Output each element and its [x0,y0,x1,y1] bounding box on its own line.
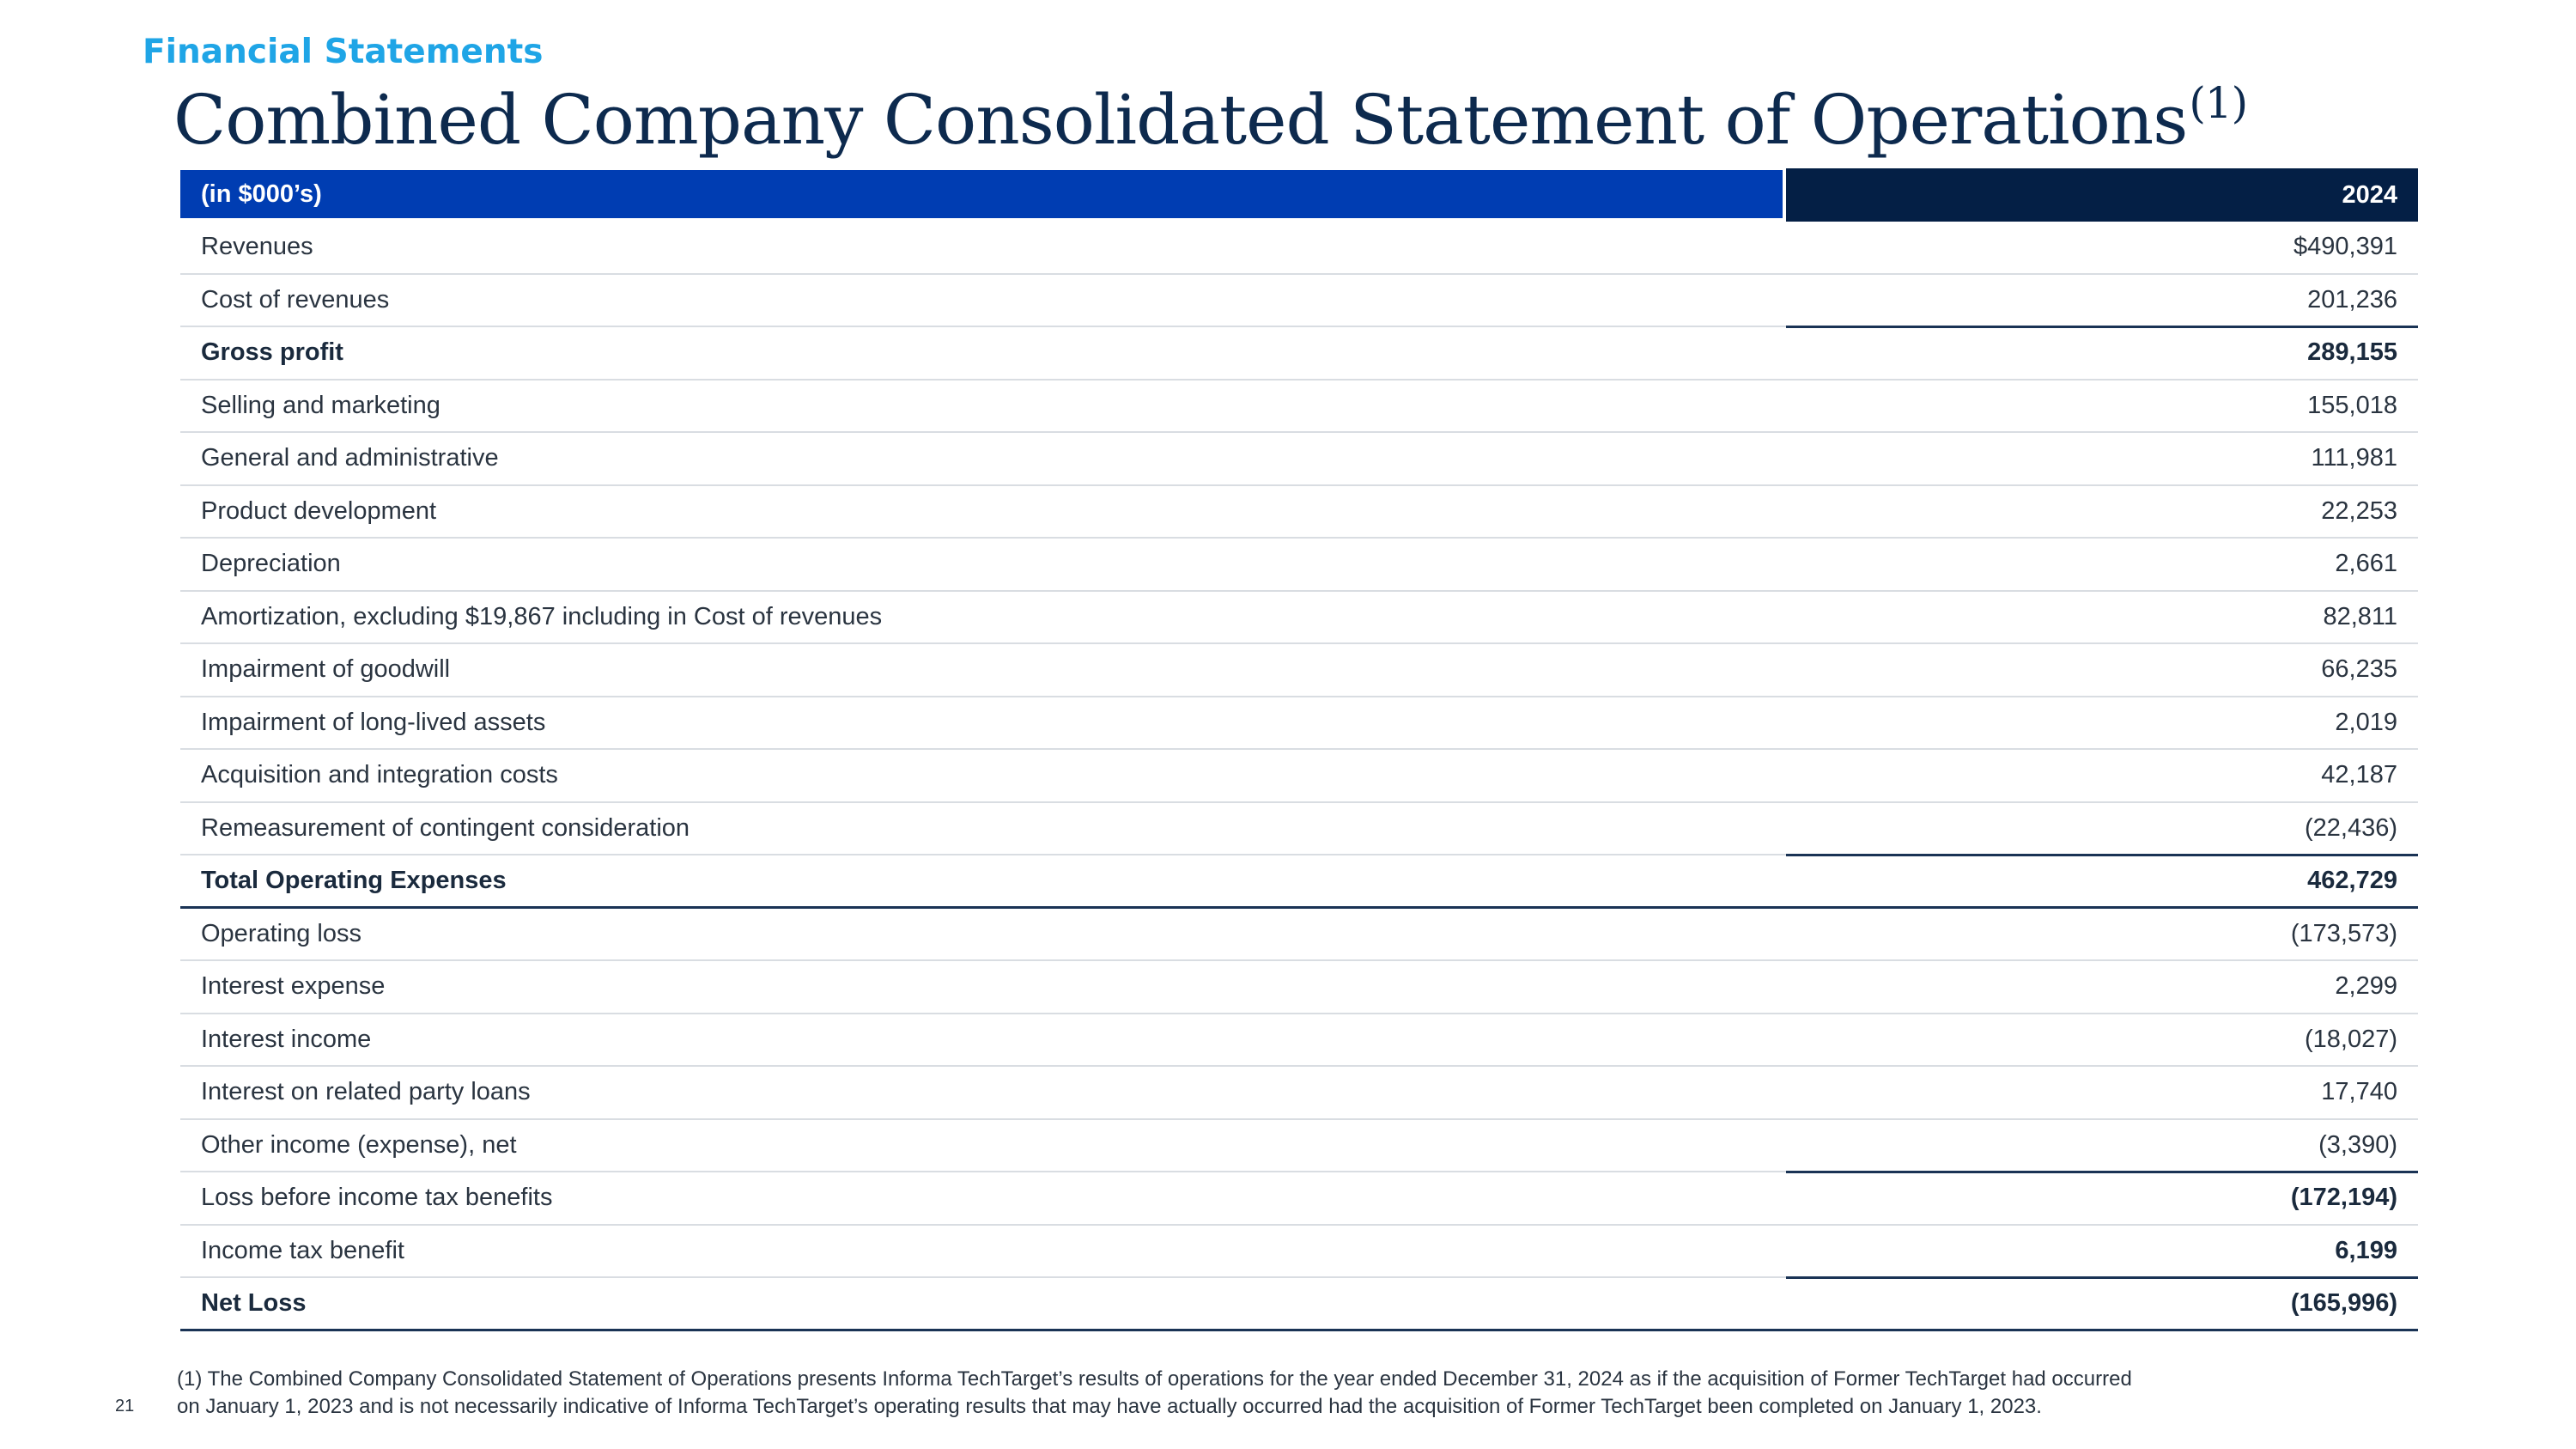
table-row-amortization [180,592,2418,645]
footnote-line-1: (1) The Combined Company Consolidated Statement of Operations presents Informa TechTarget’s results of operations for the year ended December 31, 2024 as if the acquisition of Former TechTarget had occurred [177,1367,2132,1391]
row-label: Interest income [201,1025,372,1053]
row-label: Selling and marketing [201,391,440,419]
table-row-interest-expense [180,961,2418,1014]
page-title [173,79,2247,160]
table-row-impairment-goodwill [180,644,2418,697]
row-label: Impairment of long-lived assets [201,708,546,736]
row-value: 42,187 [2321,761,2397,788]
row-value: 2,661 [2335,550,2397,577]
row-value: 111,981 [2311,444,2397,472]
row-label: Revenues [201,233,313,260]
row-label: Total Operating Expenses [201,867,507,894]
row-label: Interest expense [201,972,386,1000]
row-value: (22,436) [2304,813,2397,842]
row-value: (18,027) [2304,1025,2397,1053]
row-label: Cost of revenues [201,285,390,314]
row-value: 17,740 [2321,1078,2397,1105]
table-row-income-tax-benefit [180,1226,2418,1279]
table-row-other-income-expense [180,1120,2418,1173]
row-value: 2,299 [2335,972,2397,1000]
row-value: (165,996) [2290,1289,2397,1317]
table-row-total-operating-expenses [180,855,2418,909]
table-row-loss-before-tax [180,1172,2418,1226]
footnote [177,1366,2427,1421]
page-title-text: Combined Company Consolidated Statement of Operations [173,80,2188,160]
footnote-line-2: on January 1, 2023 and is not necessarily indicative of Informa TechTarget’s operating results that may have actually occurred had the acquisition of Former TechTarget been completed on January 1, 2023. [177,1395,2042,1418]
table-row-interest-income [180,1014,2418,1068]
row-value: 66,235 [2321,655,2397,683]
row-label: Operating loss [201,919,361,947]
table-row-acquisition-integration [180,750,2418,803]
row-value: (173,573) [2290,919,2397,947]
row-label: Impairment of goodwill [201,655,451,683]
table-row-remeasurement [180,803,2418,856]
row-value: 2,019 [2335,708,2397,736]
table-row-general-administrative [180,433,2418,486]
table-header-row [180,168,2418,222]
title-footnote-marker: (1) [2189,78,2248,128]
table-row-cost-of-revenues [180,275,2418,328]
row-label: Amortization, excluding $19,867 including in Cost of revenues [201,602,883,630]
table-header-units: (in $000’s) [180,170,1783,218]
statement-table [180,168,2418,1331]
row-label: Remeasurement of contingent consideration [201,813,690,842]
row-value: 6,199 [2335,1236,2397,1264]
table-row-depreciation [180,539,2418,592]
table-row-product-development [180,486,2418,539]
page-number: 21 [115,1397,135,1416]
table-row-gross-profit [180,327,2418,381]
table-row-selling-marketing [180,381,2418,434]
row-label: General and administrative [201,444,499,472]
row-label: Loss before income tax benefits [201,1184,553,1211]
table-row-interest-related-party-loans [180,1067,2418,1120]
row-label: Gross profit [201,338,343,366]
row-label: Product development [201,496,437,525]
table-row-net-loss [180,1278,2418,1331]
row-value: 201,236 [2307,285,2397,314]
row-label: Income tax benefit [201,1236,404,1264]
row-value: 82,811 [2323,602,2397,630]
row-label: Interest on related party loans [201,1078,531,1105]
row-label: Depreciation [201,550,341,577]
row-value: 22,253 [2321,496,2397,525]
row-value: $490,391 [2293,233,2397,260]
row-value: 155,018 [2307,391,2397,419]
row-label: Acquisition and integration costs [201,761,558,788]
row-label: Other income (expense), net [201,1130,517,1159]
row-value: 289,155 [2307,338,2397,366]
table-row-revenues [180,222,2418,275]
row-label: Net Loss [201,1289,307,1317]
section-label: Financial Statements [143,33,544,71]
table-row-operating-loss [180,909,2418,962]
row-value: 462,729 [2307,867,2397,894]
table-row-impairment-long-lived-assets [180,697,2418,751]
row-value: (3,390) [2318,1130,2397,1159]
table-header-year: 2024 [1786,168,2418,222]
row-value: (172,194) [2290,1184,2397,1211]
